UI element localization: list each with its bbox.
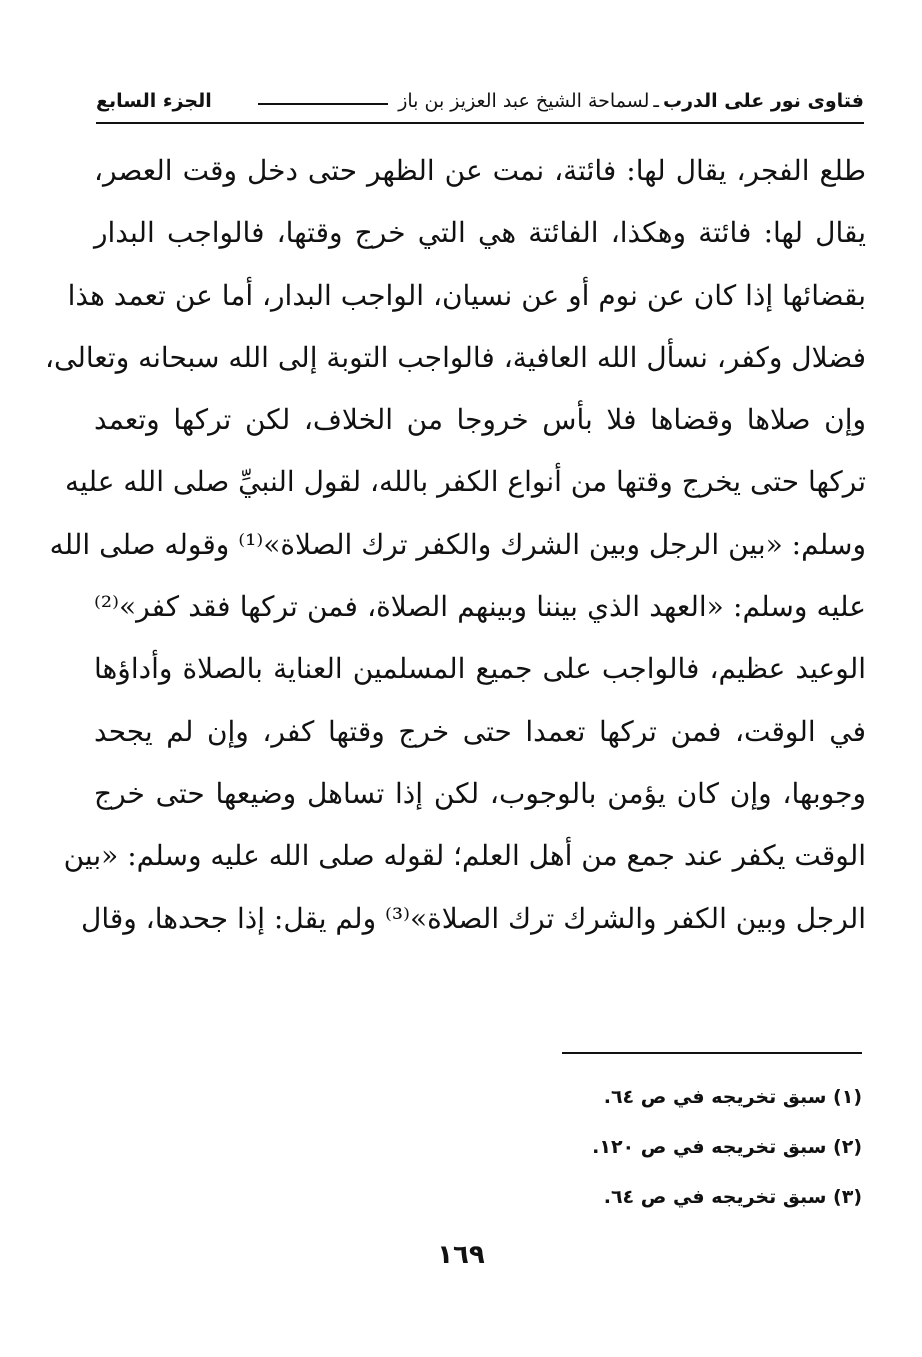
header-underline (96, 122, 864, 124)
footnotes (362, 1072, 862, 1222)
text-line: يقال لها: فائتة وهكذا، الفائتة هي التي خرج وقتها، فالواجب البدار (94, 216, 866, 250)
text-line: الرجل وبين الكفر والشرك ترك الصلاة»⁽³⁾ ولم يقل: إذا جحدها، وقال (81, 901, 866, 935)
text-line: وجوبها، وإن كان يؤمن بالوجوب، لكن إذا تساهل وضيعها حتى خرج (94, 776, 866, 810)
footnote-item: (١) سبق تخريجه في ص ٦٤. (603, 1086, 862, 1108)
running-header (96, 84, 864, 118)
author-name: لسماحة الشيخ عبد العزيز بن باز (398, 90, 650, 112)
text-line: بقضائها إذا كان عن نوم أو عن نسيان، الواجب البدار، أما عن تعمد هذا (67, 278, 866, 312)
header-title-group (248, 90, 864, 112)
page-number: ١٦٩ (437, 1240, 485, 1270)
text-line: وإن صلاها وقضاها فلا بأس خروجا من الخلاف، لكن تركها وتعمد (94, 403, 866, 437)
volume-label: الجزء السابع (96, 90, 212, 112)
text-line: الوقت يكفر عند جمع من أهل العلم؛ لقوله صلى الله عليه وسلم: «بين (63, 839, 866, 873)
text-line: طلع الفجر، يقال لها: فائتة، نمت عن الظهر حتى دخل وقت العصر، (94, 154, 866, 187)
header-separator: ـ (653, 90, 659, 112)
text-line: الوعيد عظيم، فالواجب على جميع المسلمين العناية بالصلاة وأداؤها (94, 652, 866, 686)
text-line: في الوقت، فمن تركها تعمدا حتى خرج وقتها كفر، وإن لم يجحد (94, 714, 866, 748)
footnote-separator (562, 1052, 862, 1054)
header-dash-rule (258, 103, 388, 105)
text-line: وسلم: «بين الرجل وبين الشرك والكفر ترك الصلاة»⁽¹⁾ وقوله صلى الله (49, 527, 866, 561)
footnote-item: (٢) سبق تخريجه في ص ١٢٠. (592, 1136, 862, 1158)
footnote-item: (٣) سبق تخريجه في ص ٦٤. (603, 1186, 862, 1208)
text-line: تركها حتى يخرج وقتها من أنواع الكفر بالله، لقول النبيِّ صلى الله عليه (65, 465, 866, 499)
text-line: فضلال وكفر، نسأل الله العافية، فالواجب التوبة إلى الله سبحانه وتعالى، (44, 340, 866, 374)
body-text (44, 140, 866, 950)
book-title: فتاوى نور على الدرب (663, 90, 864, 112)
text-line: عليه وسلم: «العهد الذي بيننا وبينهم الصلاة، فمن تركها فقد كفر»⁽²⁾ (94, 590, 866, 624)
